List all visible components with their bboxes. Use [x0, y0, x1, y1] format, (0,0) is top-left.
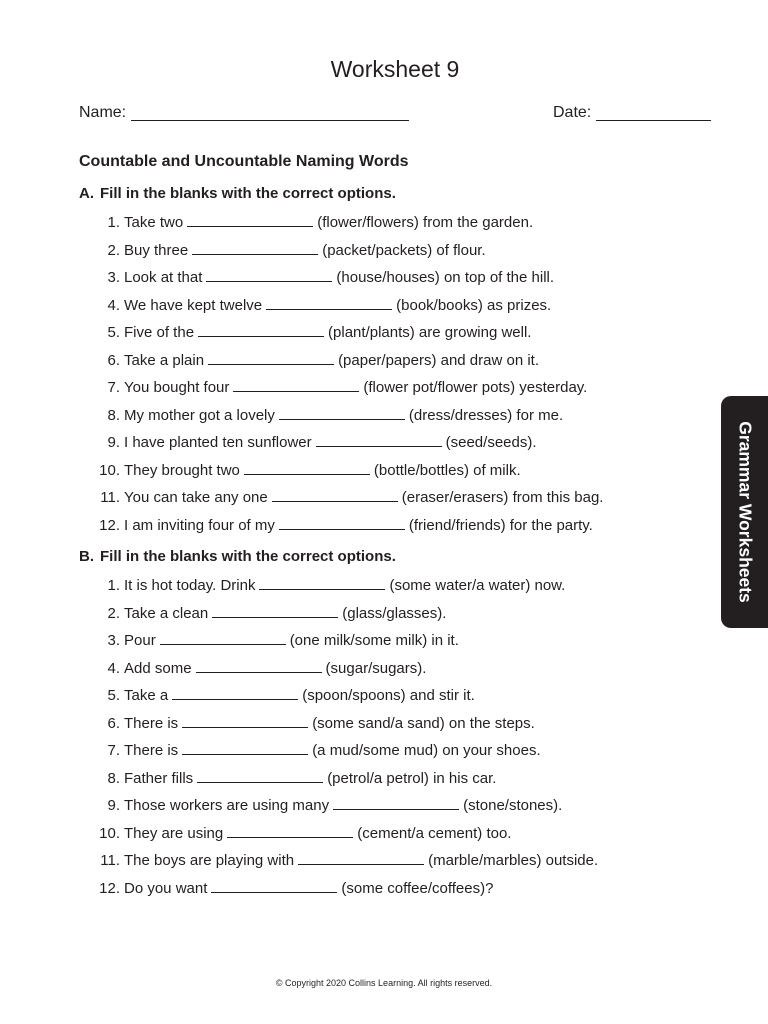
item-text-before: Pour: [124, 632, 156, 649]
item-text-before: Take a: [124, 687, 169, 704]
item-text-before: My mother got a lovely: [124, 406, 275, 424]
item-text-after: (some sand/a sand) on the steps.: [312, 714, 535, 732]
item-text-after: (friend/friends) for the party.: [408, 516, 593, 534]
answer-blank[interactable]: [206, 280, 332, 282]
item-number: 1.: [107, 577, 120, 594]
answer-blank[interactable]: [333, 808, 459, 810]
item-text-after: (glass/glasses).: [342, 604, 447, 622]
list-item: [79, 825, 598, 853]
answer-blank[interactable]: [212, 616, 338, 618]
list-item: [79, 605, 598, 633]
list-item: [79, 632, 598, 660]
date-blank-line: [596, 120, 711, 121]
item-text-before: They brought two: [124, 461, 240, 479]
item-number: 12.: [99, 516, 120, 534]
answer-blank[interactable]: [208, 363, 334, 365]
list-item: [79, 462, 603, 490]
answer-blank[interactable]: [182, 753, 308, 755]
item-text-before: I am inviting four of my: [124, 516, 275, 534]
item-text-before: Add some: [124, 659, 192, 677]
item-number: 1.: [107, 214, 120, 231]
item-text-before: Those workers are using many: [124, 797, 330, 814]
list-item: [79, 407, 603, 435]
part-a-instruction: Fill in the blanks with the correct options.: [100, 185, 396, 202]
item-text-after: (plant/plants) are growing well.: [328, 324, 532, 341]
list-item: [79, 880, 598, 908]
item-text-before: There is: [124, 742, 179, 759]
answer-blank[interactable]: [197, 781, 323, 783]
answer-blank[interactable]: [316, 445, 442, 447]
name-label: Name:: [79, 104, 127, 121]
item-text-after: (flower/flowers) from the garden.: [317, 214, 534, 231]
answer-blank[interactable]: [172, 698, 298, 700]
item-number: 11.: [100, 852, 120, 869]
item-number: 10.: [99, 461, 120, 479]
item-text-after: (stone/stones).: [463, 797, 563, 814]
item-text-before: Take a clean: [124, 604, 209, 622]
list-item: [79, 379, 603, 407]
list-item: [79, 770, 598, 798]
answer-blank[interactable]: [192, 253, 318, 255]
item-number: 3.: [107, 269, 120, 286]
answer-blank[interactable]: [279, 528, 405, 530]
item-text-after: (house/houses) on top of the hill.: [336, 269, 555, 286]
answer-blank[interactable]: [227, 836, 353, 838]
item-text-after: (seed/seeds).: [445, 434, 537, 451]
part-b-instruction: Fill in the blanks with the correct options.: [100, 548, 396, 565]
item-text-before: Do you want: [124, 879, 208, 897]
list-item: [79, 269, 603, 297]
answer-blank[interactable]: [211, 891, 337, 893]
item-number: 8.: [107, 769, 120, 787]
item-text-before: The boys are playing with: [124, 852, 295, 869]
item-text-before: There is: [124, 714, 179, 732]
name-blank-line: [131, 120, 409, 121]
item-number: 2.: [107, 604, 120, 622]
item-text-before: We have kept twelve: [124, 296, 263, 314]
page-title: Worksheet 9: [330, 56, 460, 82]
item-text-before: You can take any one: [124, 489, 268, 506]
list-item: [79, 852, 598, 880]
list-item: [79, 742, 598, 770]
answer-blank[interactable]: [187, 225, 313, 227]
item-text-after: (paper/papers) and draw on it.: [338, 351, 540, 369]
copyright-footer: © Copyright 2020 Collins Learning. All rights reserved.: [275, 978, 493, 988]
item-number: 4.: [107, 296, 120, 314]
item-text-before: Buy three: [124, 241, 189, 259]
list-item: [79, 489, 603, 517]
item-text-before: Father fills: [124, 769, 194, 787]
name-date-row: [79, 104, 711, 126]
item-text-before: Look at that: [124, 269, 203, 286]
item-text-before: Take two: [124, 214, 184, 231]
date-label: Date:: [553, 104, 592, 121]
list-item: [79, 324, 603, 352]
item-number: 11.: [100, 489, 120, 506]
part-a-letter: A.: [79, 185, 94, 202]
item-number: 9.: [107, 434, 120, 451]
answer-blank[interactable]: [279, 418, 405, 420]
list-item: [79, 797, 598, 825]
list-item: [79, 297, 603, 325]
item-text-after: (marble/marbles) outside.: [428, 852, 599, 869]
list-item: [79, 687, 598, 715]
item-number: 6.: [107, 714, 120, 732]
item-text-after: (flower pot/flower pots) yesterday.: [363, 379, 588, 396]
list-item: [79, 577, 598, 605]
answer-blank[interactable]: [198, 335, 324, 337]
item-number: 8.: [107, 406, 120, 424]
side-tab-label: Grammar Worksheets: [735, 421, 755, 603]
item-number: 10.: [99, 824, 120, 842]
item-text-before: Five of the: [124, 324, 195, 341]
list-item: [79, 214, 603, 242]
list-item: [79, 434, 603, 462]
list-item: [79, 660, 598, 688]
list-item: [79, 715, 598, 743]
item-number: 6.: [107, 351, 120, 369]
item-text-after: (a mud/some mud) on your shoes.: [312, 742, 541, 759]
item-text-after: (some coffee/coffees)?: [341, 879, 494, 897]
answer-blank[interactable]: [182, 726, 308, 728]
item-text-before: You bought four: [124, 379, 230, 396]
answer-blank[interactable]: [259, 588, 385, 590]
item-text-before: They are using: [124, 824, 224, 842]
item-number: 3.: [107, 632, 120, 649]
answer-blank[interactable]: [233, 390, 359, 392]
item-text-before: Take a plain: [124, 351, 205, 369]
part-b-heading: [79, 548, 396, 565]
item-text-after: (spoon/spoons) and stir it.: [302, 687, 475, 704]
list-item: [79, 517, 603, 545]
item-number: 4.: [107, 659, 120, 677]
part-a-heading: [79, 185, 396, 202]
item-text-before: It is hot today. Drink: [124, 577, 256, 594]
item-text-after: (petrol/a petrol) in his car.: [327, 769, 497, 787]
answer-blank[interactable]: [196, 671, 322, 673]
answer-blank[interactable]: [298, 863, 424, 865]
item-number: 9.: [107, 797, 120, 814]
item-text-after: (packet/packets) of flour.: [322, 241, 486, 259]
answer-blank[interactable]: [272, 500, 398, 502]
side-tab: [721, 396, 768, 628]
item-number: 5.: [107, 687, 120, 704]
item-text-after: (eraser/erasers) from this bag.: [401, 489, 604, 506]
list-item: [79, 242, 603, 270]
item-text-after: (bottle/bottles) of milk.: [373, 461, 521, 479]
item-number: 7.: [107, 379, 120, 396]
item-number: 12.: [99, 879, 120, 897]
item-number: 7.: [107, 742, 120, 759]
answer-blank[interactable]: [160, 643, 286, 645]
item-text-after: (one milk/some milk) in it.: [289, 632, 459, 649]
list-item: [79, 352, 603, 380]
answer-blank[interactable]: [244, 473, 370, 475]
item-text-after: (some water/a water) now.: [389, 577, 566, 594]
item-text-after: (dress/dresses) for me.: [408, 406, 564, 424]
item-text-after: (sugar/sugars).: [325, 659, 427, 677]
item-text-after: (book/books) as prizes.: [396, 296, 552, 314]
item-text-before: I have planted ten sunflower: [124, 434, 312, 451]
part-b-list: [79, 577, 598, 907]
item-number: 2.: [107, 241, 120, 259]
section-title: Countable and Uncountable Naming Words: [79, 153, 409, 170]
part-a-list: [79, 214, 603, 544]
answer-blank[interactable]: [266, 308, 392, 310]
item-number: 5.: [107, 324, 120, 341]
part-b-letter: B.: [79, 548, 94, 565]
item-text-after: (cement/a cement) too.: [357, 824, 512, 842]
